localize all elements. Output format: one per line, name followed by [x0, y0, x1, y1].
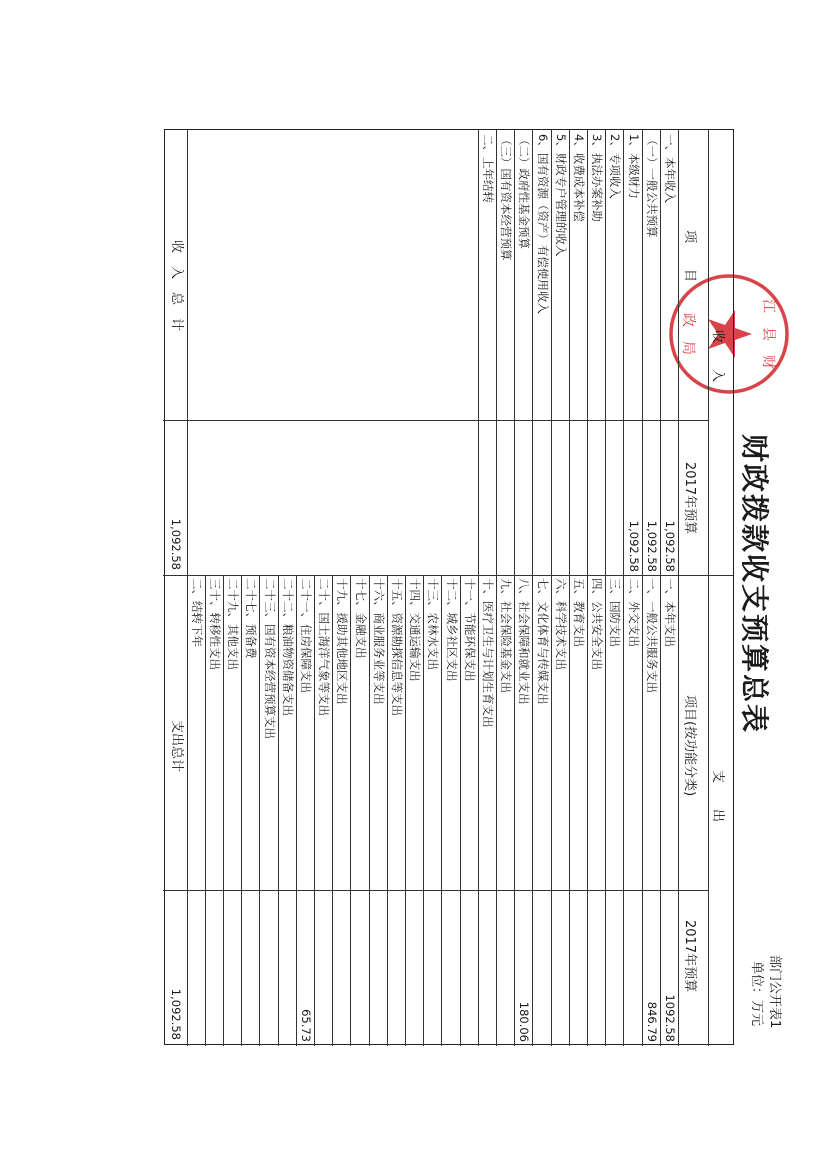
expense-row-label: 十三、农林水支出: [426, 578, 441, 670]
income-row-value: 1,092.58: [626, 520, 641, 572]
expense-item-header: 项目(按功能分类): [682, 695, 697, 797]
expense-row-label: 十九、援助其他地区支出: [335, 578, 350, 705]
income-header: 收 入: [710, 330, 725, 383]
expense-row-label: 十二、城乡社区支出: [444, 578, 459, 682]
expense-row-value: 846.79: [644, 1001, 659, 1042]
income-row-label: （一）一般公共预算: [644, 134, 659, 238]
column-divider: [163, 890, 709, 891]
header-divider: [708, 130, 709, 1046]
income-row-label: 5、财政专户管理的收入: [553, 134, 568, 257]
income-row-label: 6、国有资源（资产）有偿使用收入: [535, 134, 550, 314]
income-row-label: 2、专项收入: [608, 134, 623, 199]
expense-total-value: 1,092.58: [169, 988, 183, 1040]
expense-row-label: 十六、商业服务业等支出: [371, 578, 386, 705]
expense-row-value: 1092.58: [663, 994, 677, 1042]
expense-row-label: 二十二、粮油物资储备支出: [280, 578, 295, 716]
expense-row-label: 十、医疗卫生与计划生育支出: [481, 578, 495, 728]
page-title: 财政拨款收支预算总表: [738, 433, 771, 734]
column-divider: [163, 575, 733, 576]
income-row-label: 1、本级财力: [626, 134, 641, 199]
expense-row-label: 一、本年支出: [663, 578, 677, 647]
expense-row-label: 二、结转下年: [189, 578, 204, 647]
income-row-label: 3、执法办案补助: [590, 134, 605, 222]
income-row-value: 1,092.58: [644, 520, 659, 572]
doc-code: 部门公开表1: [767, 955, 782, 1029]
expense-row-label: 十五、资源勘探信息等支出: [390, 578, 404, 716]
svg-text:政 局: 政 局: [680, 313, 696, 355]
expense-row-label: 十一、节能环保支出: [462, 578, 477, 682]
expense-budget-header: 2017年预算: [682, 920, 697, 993]
income-row-label: 4、收费成本补偿: [572, 134, 586, 222]
expense-row-label: 二、外交支出: [626, 578, 641, 647]
unit-label: 单位：万元: [749, 961, 764, 1027]
expense-row-label: 八、社会保障和就业支出: [517, 578, 532, 705]
expense-row-label: 十四、交通运输支出: [408, 578, 423, 682]
income-row-label: 一、本年收入: [663, 134, 677, 203]
income-total-value: 1,092.58: [169, 518, 183, 570]
income-budget-header: 2017年预算: [682, 462, 697, 535]
income-row-label: （三）国有资本经营预算: [499, 134, 514, 261]
expense-row-label: 一、一般公共服务支出: [644, 578, 659, 693]
expense-row-label: 三、国防支出: [608, 578, 623, 647]
expense-total-label: 支出总计: [169, 720, 184, 773]
income-item-header: 项 目: [682, 230, 697, 283]
expense-row-label: 四、公共安全支出: [590, 578, 605, 670]
svg-text:江 县 财: 江 县 财: [760, 299, 776, 369]
expense-row-label: 二十、国土海洋气象等支出: [317, 578, 332, 716]
expense-row-label: 二十一、住房保障支出: [299, 578, 313, 693]
budget-table: [164, 129, 734, 1045]
expense-row-value: 180.06: [517, 1001, 532, 1042]
column-divider: [163, 420, 709, 421]
expense-row-label: 九、社会保险基金支出: [499, 578, 514, 693]
expense-row-label: 二十九、其他支出: [226, 578, 241, 670]
expense-row-value: 65.73: [299, 1009, 313, 1042]
income-row-label: （二）政府性基金预算: [517, 134, 532, 249]
income-total-label: 收 入 总 计: [169, 240, 184, 332]
expense-row-label: 三十、转移性支出: [208, 578, 222, 670]
expense-row-label: 二十三、国有资本经营预算支出: [262, 578, 277, 739]
expense-row-label: 七、文化体育与传媒支出: [535, 578, 550, 705]
expense-row-label: 五、教育支出: [572, 578, 586, 647]
expense-row-label: 二十七、预备费: [244, 578, 259, 659]
rotated-budget-sheet: [158, 109, 788, 1059]
income-row-value: 1,092.58: [663, 520, 677, 572]
expense-header: 支 出: [710, 770, 725, 823]
expense-row-label: 六、科学技术支出: [553, 578, 568, 670]
expense-row-label: 十七、金融支出: [353, 578, 368, 659]
income-row-label: 二、上年结转: [481, 134, 495, 203]
